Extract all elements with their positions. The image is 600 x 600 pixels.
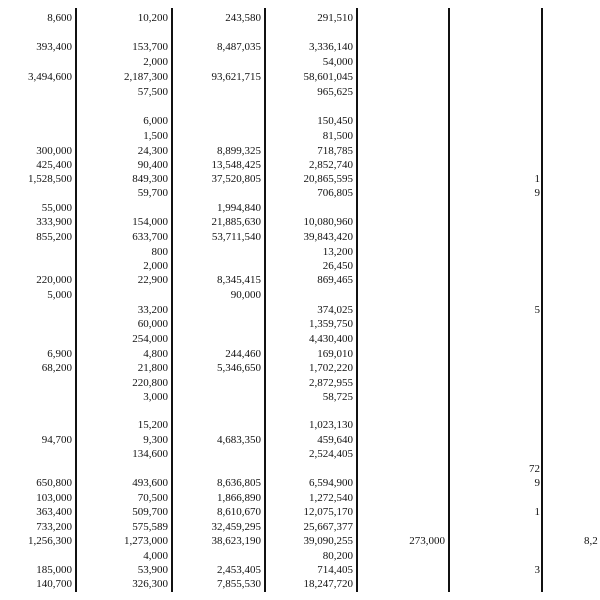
table-cell: 4,430,400 <box>309 333 353 345</box>
table-cell: 1,256,300 <box>28 535 72 547</box>
table-cell: 38,623,190 <box>211 535 261 547</box>
table-cell: 10,080,960 <box>303 216 353 228</box>
table-cell: 15,200 <box>137 419 168 431</box>
table-cell: 140,700 <box>36 578 72 590</box>
table-cell: 254,000 <box>132 333 168 345</box>
table-cell: 8,610,670 <box>217 506 261 518</box>
table-cell: 8,345,415 <box>217 274 261 286</box>
table-cell: 2,187,300 <box>124 71 168 83</box>
table-cell: 733,200 <box>36 521 72 533</box>
table-cell: 2,852,740 <box>309 159 353 171</box>
table-cell: 169,010 <box>317 348 353 360</box>
table-cell: 2,872,955 <box>309 377 353 389</box>
table-cell: 58,725 <box>322 391 353 403</box>
table-cell: 1,528,500 <box>28 173 72 185</box>
table-cell: 13,200 <box>322 246 353 258</box>
table-cell: 3 <box>534 564 540 576</box>
table-cell: 9 <box>534 477 540 489</box>
table-cell: 90,000 <box>230 289 261 301</box>
table-cell: 244,460 <box>225 348 261 360</box>
column-rule <box>448 8 450 592</box>
table-cell: 849,300 <box>132 173 168 185</box>
table-cell: 103,000 <box>36 492 72 504</box>
table-cell: 57,500 <box>137 86 168 98</box>
table-cell: 2,000 <box>143 260 168 272</box>
table-cell: 965,625 <box>317 86 353 98</box>
table-cell: 650,800 <box>36 477 72 489</box>
table-cell: 8,636,805 <box>217 477 261 489</box>
table-cell: 5,000 <box>47 289 72 301</box>
table-cell: 374,025 <box>317 304 353 316</box>
table-cell: 21,885,630 <box>211 216 261 228</box>
table-cell: 70,500 <box>137 492 168 504</box>
table-cell: 1,272,540 <box>309 492 353 504</box>
table-cell: 4,800 <box>143 348 168 360</box>
table-cell: 326,300 <box>132 578 168 590</box>
table-cell: 291,510 <box>317 12 353 24</box>
table-cell: 6,900 <box>47 348 72 360</box>
table-cell: 855,200 <box>36 231 72 243</box>
table-cell: 869,465 <box>317 274 353 286</box>
column-rule <box>171 8 173 592</box>
table-cell: 425,400 <box>36 159 72 171</box>
table-cell: 2,000 <box>143 56 168 68</box>
table-cell: 13,548,425 <box>211 159 261 171</box>
table-cell: 21,800 <box>137 362 168 374</box>
table-cell: 72 <box>529 463 540 475</box>
table-cell: 81,500 <box>322 130 353 142</box>
table-cell: 3,494,600 <box>28 71 72 83</box>
column-rule <box>356 8 358 592</box>
table-cell: 8,899,325 <box>217 145 261 157</box>
table-cell: 53,900 <box>137 564 168 576</box>
table-cell: 1,866,890 <box>217 492 261 504</box>
table-cell: 393,400 <box>36 41 72 53</box>
table-cell: 12,075,170 <box>303 506 353 518</box>
table-cell: 1,273,000 <box>124 535 168 547</box>
table-cell: 273,000 <box>409 535 445 547</box>
table-cell: 94,700 <box>41 434 72 446</box>
table-cell: 80,200 <box>322 550 353 562</box>
table-cell: 134,600 <box>132 448 168 460</box>
table-cell: 54,000 <box>322 56 353 68</box>
column-rule <box>264 8 266 592</box>
table-cell: 153,700 <box>132 41 168 53</box>
table-cell: 800 <box>151 246 168 258</box>
table-cell: 2,453,405 <box>217 564 261 576</box>
table-cell: 1,500 <box>143 130 168 142</box>
table-cell: 714,405 <box>317 564 353 576</box>
table-cell: 58,601,045 <box>303 71 353 83</box>
table-cell: 363,400 <box>36 506 72 518</box>
table-cell: 633,700 <box>132 231 168 243</box>
table-cell: 5 <box>534 304 540 316</box>
table-cell: 8,487,035 <box>217 41 261 53</box>
table-cell: 59,700 <box>137 187 168 199</box>
table-cell: 39,843,420 <box>303 231 353 243</box>
table-cell: 1 <box>534 173 540 185</box>
table-cell: 90,400 <box>137 159 168 171</box>
table-cell: 1,023,130 <box>309 419 353 431</box>
table-cell: 220,000 <box>36 274 72 286</box>
table-cell: 5,346,650 <box>217 362 261 374</box>
table-cell: 1,359,750 <box>309 318 353 330</box>
table-cell: 22,900 <box>137 274 168 286</box>
table-cell: 3,000 <box>143 391 168 403</box>
table-cell: 10,200 <box>137 12 168 24</box>
table-cell: 93,621,715 <box>211 71 261 83</box>
table-cell: 7,855,530 <box>217 578 261 590</box>
table-cell: 9 <box>534 187 540 199</box>
table-cell: 493,600 <box>132 477 168 489</box>
table-cell: 300,000 <box>36 145 72 157</box>
table-cell: 1,702,220 <box>309 362 353 374</box>
table-cell: 32,459,295 <box>211 521 261 533</box>
table-cell: 1 <box>534 506 540 518</box>
table-cell: 4,000 <box>143 550 168 562</box>
table-cell: 6,000 <box>143 115 168 127</box>
table-cell: 509,700 <box>132 506 168 518</box>
table-cell: 154,000 <box>132 216 168 228</box>
table-cell: 333,900 <box>36 216 72 228</box>
table-cell: 26,450 <box>322 260 353 272</box>
table-cell: 37,520,805 <box>211 173 261 185</box>
table-cell: 6,594,900 <box>309 477 353 489</box>
table-cell: 20,865,595 <box>303 173 353 185</box>
column-rule <box>75 8 77 592</box>
table-cell: 575,589 <box>132 521 168 533</box>
table-cell: 55,000 <box>41 202 72 214</box>
column-rule <box>541 8 543 592</box>
table-cell: 33,200 <box>137 304 168 316</box>
table-cell: 68,200 <box>41 362 72 374</box>
table-cell: 3,336,140 <box>309 41 353 53</box>
table-cell: 4,683,350 <box>217 434 261 446</box>
table-cell: 24,300 <box>137 145 168 157</box>
table-cell: 185,000 <box>36 564 72 576</box>
table-cell: 1,994,840 <box>217 202 261 214</box>
table-cell: 53,711,540 <box>211 231 261 243</box>
table-cell: 243,580 <box>225 12 261 24</box>
table-cell: 9,300 <box>143 434 168 446</box>
table-cell: 459,640 <box>317 434 353 446</box>
table-cell: 25,667,377 <box>303 521 353 533</box>
table-cell: 8,600 <box>47 12 72 24</box>
table-cell: 8,2 <box>584 535 598 547</box>
table-cell: 220,800 <box>132 377 168 389</box>
table-cell: 150,450 <box>317 115 353 127</box>
table-cell: 706,805 <box>317 187 353 199</box>
table-cell: 718,785 <box>317 145 353 157</box>
table-cell: 18,247,720 <box>303 578 353 590</box>
table-cell: 60,000 <box>137 318 168 330</box>
table-cell: 39,090,255 <box>303 535 353 547</box>
table-cell: 2,524,405 <box>309 448 353 460</box>
